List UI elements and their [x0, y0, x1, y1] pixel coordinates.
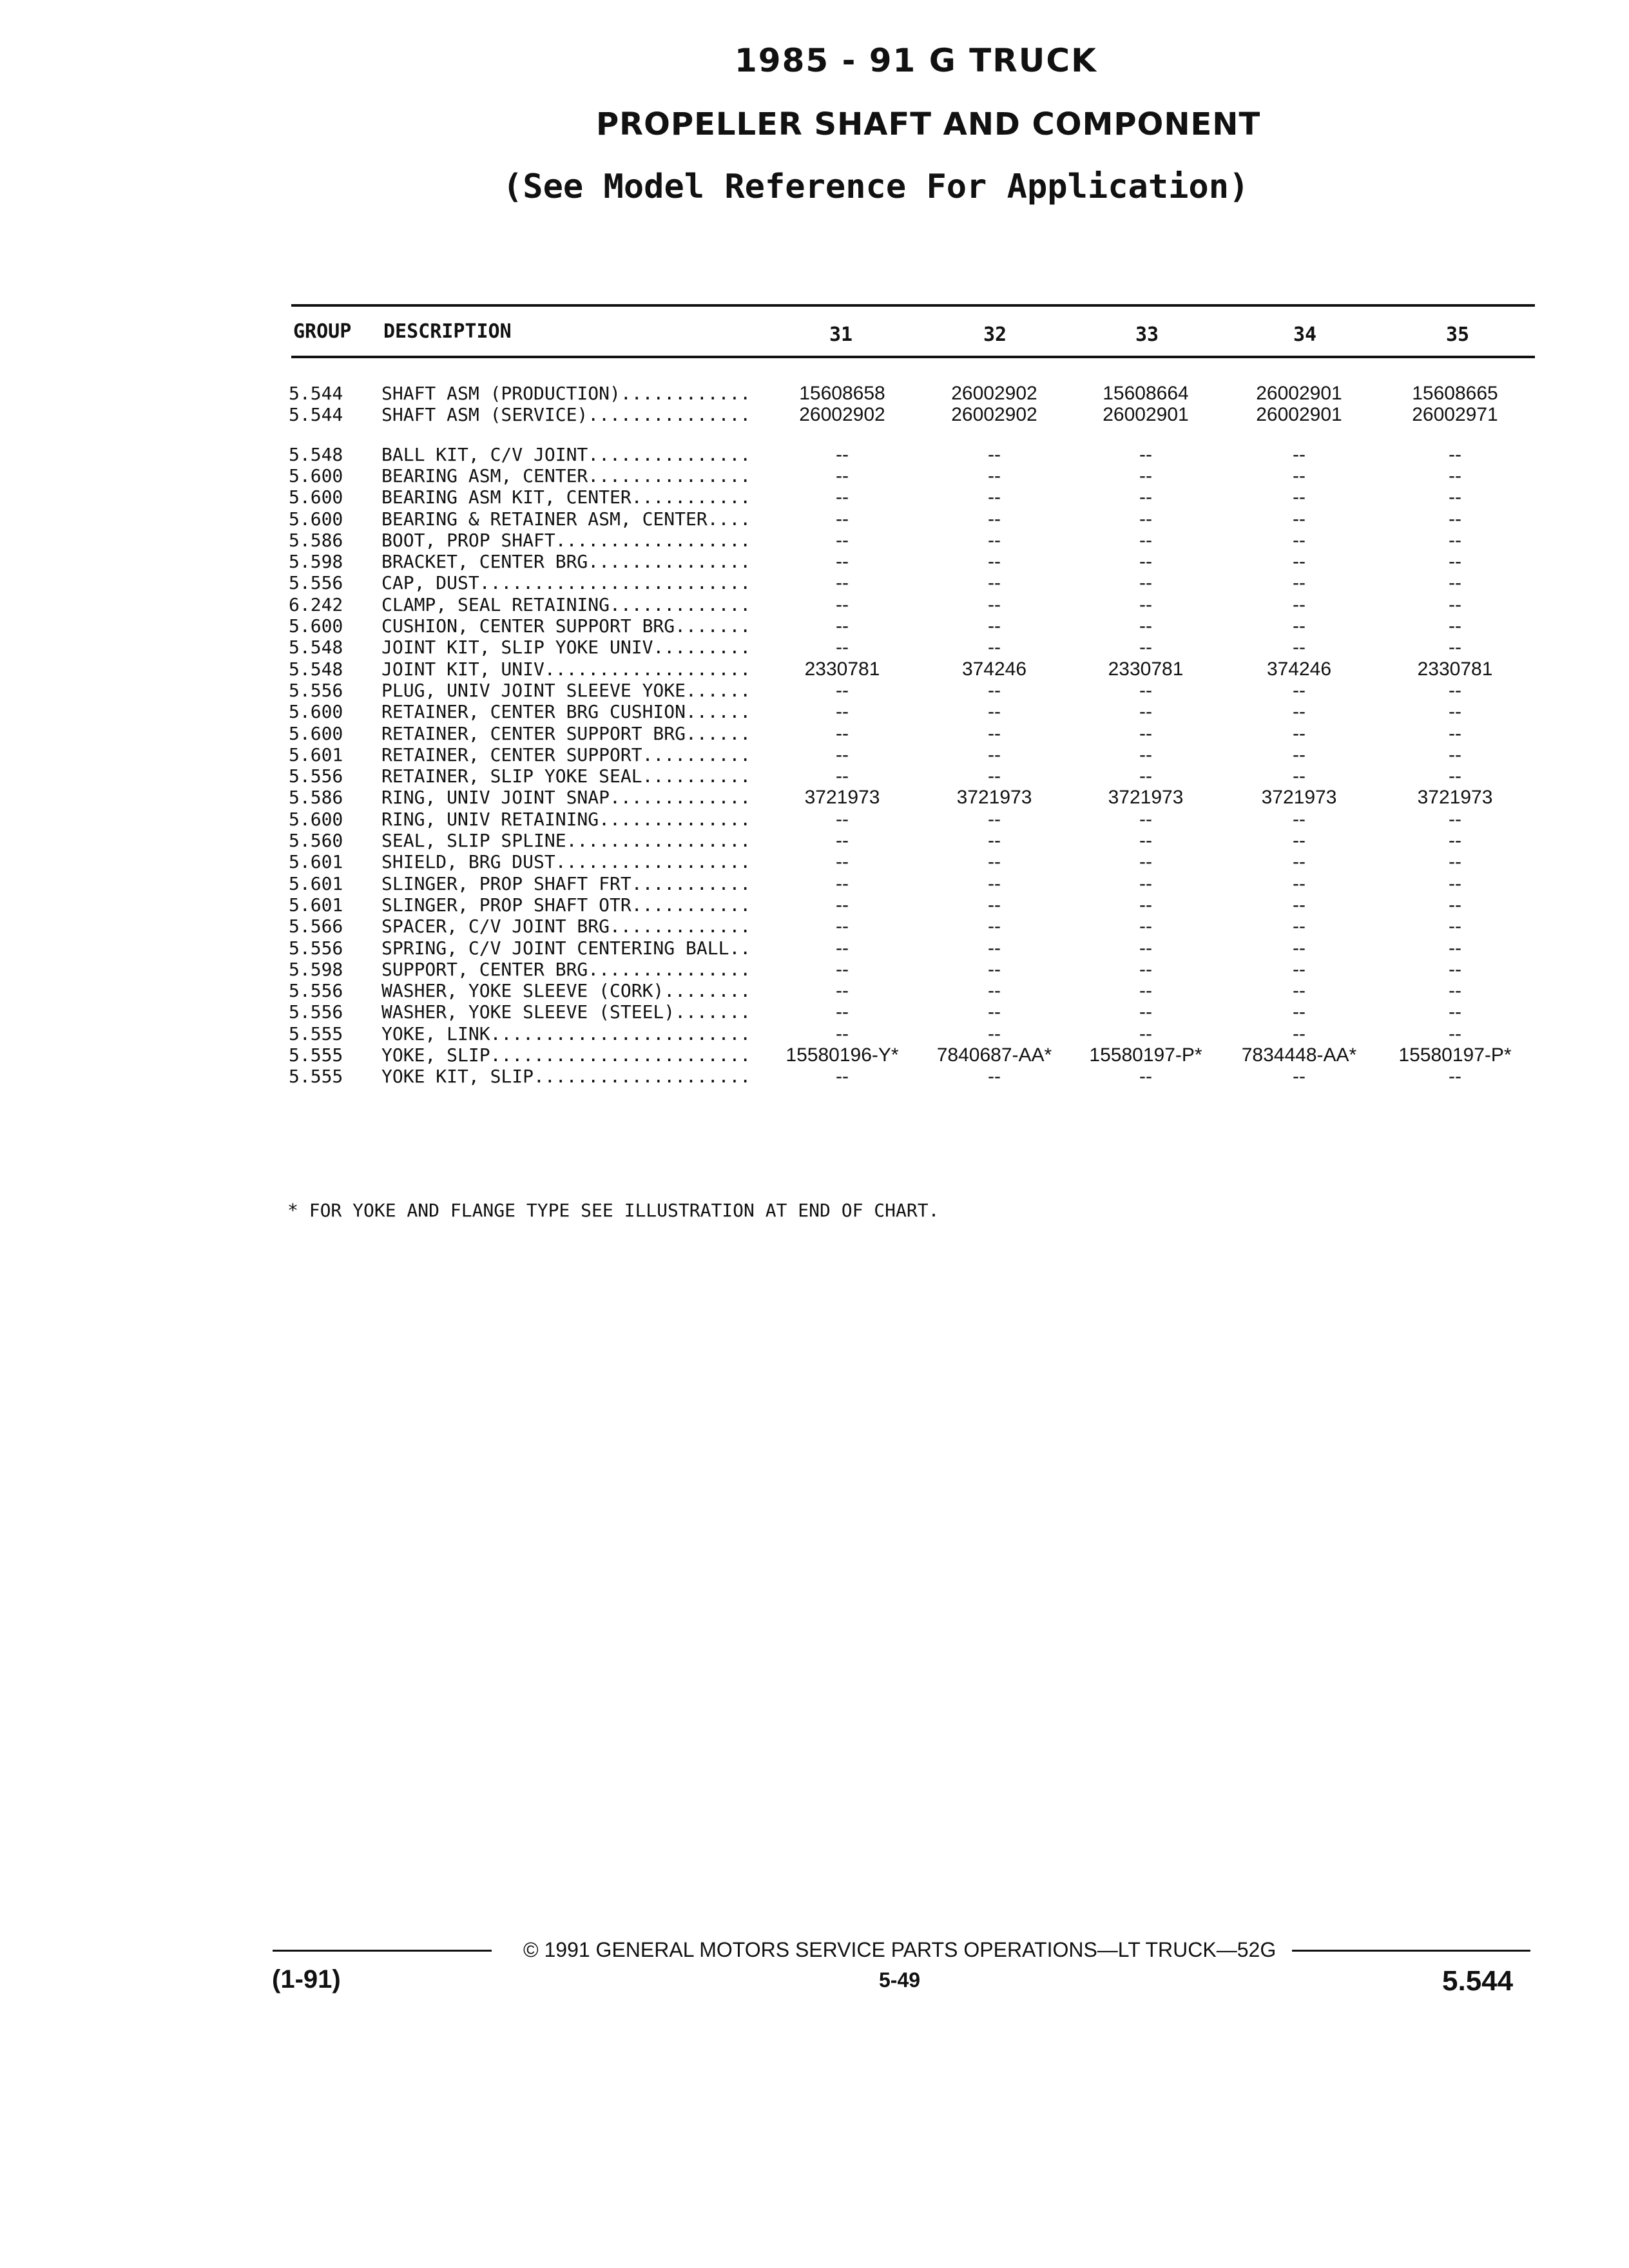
- part-number-cell: --: [1139, 551, 1152, 573]
- part-number-cell: --: [1449, 937, 1461, 959]
- part-number-cell: --: [836, 572, 849, 594]
- table-row: [0, 787, 1629, 809]
- part-number-cell: --: [988, 722, 1001, 744]
- part-number-cell: 3721973: [804, 787, 880, 809]
- part-number-cell: --: [836, 1066, 849, 1088]
- part-number-cell: --: [988, 443, 1001, 465]
- group-cell: 5.600: [289, 615, 343, 637]
- part-number-cell: --: [988, 1023, 1001, 1044]
- part-number-cell: --: [988, 916, 1001, 937]
- part-number-cell: --: [1449, 894, 1461, 916]
- table-row: [0, 615, 1629, 637]
- description-cell: CLAMP, SEAL RETAINING.............: [381, 593, 751, 615]
- group-cell: 5.600: [289, 722, 343, 744]
- part-number-cell: --: [1449, 701, 1461, 723]
- part-number-cell: --: [836, 593, 849, 615]
- part-number-cell: 3721973: [956, 787, 1032, 809]
- part-number-cell: 26002971: [1412, 404, 1498, 426]
- part-number-cell: 26002901: [1256, 404, 1342, 426]
- description-cell: SHAFT ASM (PRODUCTION)............: [381, 383, 751, 404]
- part-number-cell: --: [1293, 851, 1306, 873]
- part-number-cell: --: [836, 894, 849, 916]
- part-number-cell: --: [836, 851, 849, 873]
- part-number-cell: --: [836, 765, 849, 787]
- part-number-cell: --: [836, 465, 849, 486]
- part-number-cell: --: [836, 443, 849, 465]
- description-cell: RETAINER, CENTER BRG CUSHION......: [381, 701, 751, 723]
- part-number-cell: --: [1449, 916, 1461, 937]
- description-cell: BALL KIT, C/V JOINT...............: [381, 443, 751, 465]
- table-row: [0, 383, 1629, 405]
- part-number-cell: --: [1139, 722, 1152, 744]
- group-cell: 5.544: [289, 404, 343, 426]
- description-cell: SEAL, SLIP SPLINE.................: [381, 830, 751, 851]
- table-row: [0, 701, 1629, 723]
- table-row: [0, 486, 1629, 508]
- part-number-cell: --: [1449, 872, 1461, 894]
- part-number-cell: 15608664: [1103, 383, 1189, 404]
- description-cell: SHIELD, BRG DUST..................: [381, 851, 751, 873]
- part-number-cell: --: [1139, 1066, 1152, 1088]
- description-cell: SUPPORT, CENTER BRG...............: [381, 958, 751, 980]
- part-number-cell: --: [836, 872, 849, 894]
- group-cell: 5.600: [289, 808, 343, 830]
- part-number-cell: --: [836, 958, 849, 980]
- part-number-cell: --: [1293, 572, 1306, 594]
- part-number-cell: --: [1293, 508, 1306, 530]
- part-number-cell: --: [1139, 894, 1152, 916]
- group-cell: 5.556: [289, 980, 343, 1002]
- part-number-cell: --: [836, 744, 849, 765]
- description-cell: SLINGER, PROP SHAFT FRT...........: [381, 872, 751, 894]
- section-number: 5.544: [1442, 1965, 1514, 1997]
- footnote: * FOR YOKE AND FLANGE TYPE SEE ILLUSTRATION AT END OF CHART.: [287, 1200, 940, 1221]
- column-header-model: 34: [1293, 323, 1317, 346]
- part-number-cell: --: [1449, 508, 1461, 530]
- part-number-cell: --: [836, 637, 849, 658]
- part-number-cell: --: [1293, 637, 1306, 658]
- group-cell: 5.556: [289, 1001, 343, 1023]
- group-cell: 5.600: [289, 465, 343, 486]
- part-number-cell: --: [988, 572, 1001, 594]
- part-number-cell: --: [1449, 615, 1461, 637]
- group-cell: 5.601: [289, 744, 343, 765]
- description-cell: BEARING & RETAINER ASM, CENTER....: [381, 508, 751, 530]
- part-number-cell: --: [1449, 722, 1461, 744]
- part-number-cell: --: [1449, 551, 1461, 573]
- group-cell: 5.601: [289, 894, 343, 916]
- part-number-cell: --: [1293, 1066, 1306, 1088]
- part-number-cell: --: [1139, 465, 1152, 486]
- table-row: [0, 873, 1629, 895]
- column-header-model: 33: [1135, 323, 1159, 346]
- part-number-cell: 26002901: [1103, 404, 1189, 426]
- part-number-cell: --: [1293, 765, 1306, 787]
- footer-rule-right: [1292, 1950, 1530, 1952]
- description-cell: SHAFT ASM (SERVICE)...............: [381, 404, 751, 426]
- description-cell: JOINT KIT, UNIV...................: [381, 658, 751, 680]
- part-number-cell: --: [988, 744, 1001, 765]
- part-number-cell: --: [1293, 465, 1306, 486]
- description-cell: SLINGER, PROP SHAFT OTR...........: [381, 894, 751, 916]
- part-number-cell: --: [1293, 486, 1306, 508]
- part-number-cell: 3721973: [1108, 787, 1184, 809]
- table-row: [0, 658, 1629, 680]
- description-cell: CUSHION, CENTER SUPPORT BRG.......: [381, 615, 751, 637]
- part-number-cell: --: [836, 529, 849, 551]
- part-number-cell: --: [1449, 443, 1461, 465]
- page-number: 5-49: [879, 1968, 921, 1992]
- part-number-cell: --: [1139, 872, 1152, 894]
- table-row: [0, 404, 1629, 426]
- part-number-cell: --: [988, 551, 1001, 573]
- part-number-cell: --: [988, 851, 1001, 873]
- table-row: [0, 572, 1629, 594]
- part-number-cell: --: [988, 679, 1001, 701]
- part-number-cell: 7834448-AA*: [1241, 1044, 1357, 1066]
- part-number-cell: --: [1139, 765, 1152, 787]
- part-number-cell: --: [1139, 443, 1152, 465]
- description-cell: WASHER, YOKE SLEEVE (STEEL).......: [381, 1001, 751, 1023]
- table-row: [0, 851, 1629, 873]
- part-number-cell: --: [988, 1001, 1001, 1023]
- group-cell: 5.556: [289, 765, 343, 787]
- description-cell: PLUG, UNIV JOINT SLEEVE YOKE......: [381, 679, 751, 701]
- part-number-cell: --: [1449, 1001, 1461, 1023]
- part-number-cell: --: [1139, 572, 1152, 594]
- group-cell: 5.548: [289, 658, 343, 680]
- copyright-line: © 1991 GENERAL MOTORS SERVICE PARTS OPERATIONS—LT TRUCK—52G: [523, 1938, 1277, 1961]
- page-subtitle: PROPELLER SHAFT AND COMPONENT: [596, 106, 1261, 142]
- group-cell: 5.600: [289, 701, 343, 723]
- column-header-model: 31: [829, 323, 853, 346]
- column-header-description: DESCRIPTION: [383, 320, 512, 343]
- part-number-cell: --: [1449, 637, 1461, 658]
- table-row: [0, 680, 1629, 702]
- table-row: [0, 959, 1629, 981]
- description-cell: SPACER, C/V JOINT BRG.............: [381, 916, 751, 937]
- part-number-cell: --: [1449, 1066, 1461, 1088]
- part-number-cell: --: [836, 701, 849, 723]
- part-number-cell: --: [1293, 894, 1306, 916]
- group-cell: 5.598: [289, 551, 343, 573]
- part-number-cell: --: [1293, 808, 1306, 830]
- group-cell: 5.555: [289, 1066, 343, 1088]
- part-number-cell: --: [836, 615, 849, 637]
- table-row: [0, 894, 1629, 916]
- part-number-cell: 2330781: [804, 658, 880, 680]
- part-number-cell: --: [1293, 593, 1306, 615]
- part-number-cell: --: [1293, 615, 1306, 637]
- part-number-cell: --: [836, 551, 849, 573]
- part-number-cell: --: [988, 701, 1001, 723]
- part-number-cell: --: [1293, 830, 1306, 851]
- group-cell: 5.600: [289, 486, 343, 508]
- part-number-cell: --: [1139, 916, 1152, 937]
- part-number-cell: --: [1449, 958, 1461, 980]
- part-number-cell: --: [988, 894, 1001, 916]
- part-number-cell: --: [1293, 443, 1306, 465]
- part-number-cell: --: [1293, 529, 1306, 551]
- part-number-cell: --: [1293, 1023, 1306, 1044]
- description-cell: YOKE KIT, SLIP....................: [381, 1066, 751, 1088]
- table-row: [0, 744, 1629, 766]
- part-number-cell: --: [988, 615, 1001, 637]
- part-number-cell: 15580196-Y*: [786, 1044, 899, 1066]
- description-cell: RETAINER, CENTER SUPPORT..........: [381, 744, 751, 765]
- table-row: [0, 980, 1629, 1002]
- part-number-cell: --: [988, 508, 1001, 530]
- part-number-cell: --: [1293, 744, 1306, 765]
- part-number-cell: --: [836, 1023, 849, 1044]
- group-cell: 5.586: [289, 787, 343, 809]
- part-number-cell: --: [988, 872, 1001, 894]
- part-number-cell: 15580197-P*: [1398, 1044, 1512, 1066]
- part-number-cell: 3721973: [1261, 787, 1337, 809]
- description-cell: RING, UNIV JOINT SNAP.............: [381, 787, 751, 809]
- part-number-cell: --: [1449, 465, 1461, 486]
- part-number-cell: --: [1449, 486, 1461, 508]
- part-number-cell: --: [836, 830, 849, 851]
- group-cell: 5.548: [289, 637, 343, 658]
- part-number-cell: --: [836, 722, 849, 744]
- group-cell: 5.586: [289, 529, 343, 551]
- group-cell: 5.556: [289, 937, 343, 959]
- group-cell: 5.560: [289, 830, 343, 851]
- table-row: [0, 1023, 1629, 1045]
- part-number-cell: --: [1293, 937, 1306, 959]
- part-number-cell: --: [988, 637, 1001, 658]
- group-cell: 5.555: [289, 1044, 343, 1066]
- part-number-cell: --: [1449, 1023, 1461, 1044]
- part-number-cell: --: [836, 508, 849, 530]
- description-cell: JOINT KIT, SLIP YOKE UNIV.........: [381, 637, 751, 658]
- table-row: [0, 508, 1629, 530]
- part-number-cell: --: [988, 529, 1001, 551]
- part-number-cell: --: [1139, 980, 1152, 1002]
- part-number-cell: --: [1449, 830, 1461, 851]
- part-number-cell: --: [1139, 937, 1152, 959]
- part-number-cell: --: [1449, 572, 1461, 594]
- part-number-cell: 26002902: [951, 404, 1037, 426]
- part-number-cell: --: [1139, 679, 1152, 701]
- table-row: [0, 809, 1629, 831]
- description-cell: BRACKET, CENTER BRG...............: [381, 551, 751, 573]
- group-cell: 5.555: [289, 1023, 343, 1044]
- part-number-cell: --: [1139, 593, 1152, 615]
- table-row: [0, 937, 1629, 959]
- group-cell: 5.566: [289, 916, 343, 937]
- revision-code: (1-91): [272, 1965, 341, 1994]
- description-cell: RETAINER, SLIP YOKE SEAL..........: [381, 765, 751, 787]
- part-number-cell: --: [1139, 486, 1152, 508]
- part-number-cell: --: [836, 980, 849, 1002]
- part-number-cell: 374246: [1266, 658, 1332, 680]
- part-number-cell: --: [1449, 679, 1461, 701]
- part-number-cell: 3721973: [1417, 787, 1493, 809]
- table-row: [0, 1044, 1629, 1066]
- table-row: [0, 444, 1629, 466]
- part-number-cell: --: [1293, 958, 1306, 980]
- part-number-cell: --: [1449, 593, 1461, 615]
- part-number-cell: --: [988, 830, 1001, 851]
- part-number-cell: 26002902: [951, 383, 1037, 404]
- part-number-cell: --: [1293, 679, 1306, 701]
- part-number-cell: --: [1139, 637, 1152, 658]
- part-number-cell: 2330781: [1108, 658, 1184, 680]
- part-number-cell: --: [836, 916, 849, 937]
- part-number-cell: --: [1293, 1001, 1306, 1023]
- column-header-group: GROUP: [293, 320, 352, 343]
- column-header-model: 32: [983, 323, 1007, 346]
- part-number-cell: --: [836, 486, 849, 508]
- column-header-model: 35: [1445, 323, 1470, 346]
- part-number-cell: --: [1449, 744, 1461, 765]
- table-row: [0, 530, 1629, 552]
- part-number-cell: --: [988, 958, 1001, 980]
- description-cell: YOKE, LINK........................: [381, 1023, 751, 1044]
- description-cell: BOOT, PROP SHAFT..................: [381, 529, 751, 551]
- description-cell: BEARING ASM, CENTER...............: [381, 465, 751, 486]
- part-number-cell: --: [836, 808, 849, 830]
- table-row: [0, 637, 1629, 658]
- description-cell: RING, UNIV RETAINING..............: [381, 808, 751, 830]
- table-row: [0, 830, 1629, 852]
- part-number-cell: --: [1139, 701, 1152, 723]
- table-row: [0, 594, 1629, 616]
- part-number-cell: --: [1139, 529, 1152, 551]
- part-number-cell: --: [836, 937, 849, 959]
- table-row: [0, 1001, 1629, 1023]
- description-cell: CAP, DUST.........................: [381, 572, 751, 594]
- part-number-cell: --: [988, 1066, 1001, 1088]
- part-number-cell: --: [1293, 916, 1306, 937]
- description-cell: YOKE, SLIP........................: [381, 1044, 751, 1066]
- page-title: 1985 - 91 G TRUCK: [735, 42, 1097, 79]
- group-cell: 5.544: [289, 383, 343, 404]
- part-number-cell: --: [988, 980, 1001, 1002]
- table-row: [0, 916, 1629, 937]
- part-number-cell: --: [1139, 615, 1152, 637]
- part-number-cell: 374246: [961, 658, 1027, 680]
- part-number-cell: --: [1293, 701, 1306, 723]
- part-number-cell: --: [988, 465, 1001, 486]
- part-number-cell: --: [836, 1001, 849, 1023]
- group-cell: 5.601: [289, 872, 343, 894]
- description-cell: SPRING, C/V JOINT CENTERING BALL..: [381, 937, 751, 959]
- part-number-cell: --: [1139, 1023, 1152, 1044]
- part-number-cell: --: [1293, 980, 1306, 1002]
- description-cell: WASHER, YOKE SLEEVE (CORK)........: [381, 980, 751, 1002]
- group-cell: 5.598: [289, 958, 343, 980]
- part-number-cell: 26002901: [1256, 383, 1342, 404]
- group-cell: 5.548: [289, 443, 343, 465]
- part-number-cell: --: [1449, 808, 1461, 830]
- part-number-cell: 2330781: [1417, 658, 1493, 680]
- application-note: (See Model Reference For Application): [503, 168, 1249, 206]
- table-row: [0, 765, 1629, 787]
- description-cell: RETAINER, CENTER SUPPORT BRG......: [381, 722, 751, 744]
- part-number-cell: --: [1139, 808, 1152, 830]
- group-cell: 5.556: [289, 572, 343, 594]
- group-cell: 5.601: [289, 851, 343, 873]
- part-number-cell: 15608658: [799, 383, 885, 404]
- part-number-cell: 15608665: [1412, 383, 1498, 404]
- part-number-cell: --: [1449, 765, 1461, 787]
- part-number-cell: --: [988, 486, 1001, 508]
- part-number-cell: --: [1293, 551, 1306, 573]
- part-number-cell: 15580197-P*: [1089, 1044, 1202, 1066]
- part-number-cell: 26002902: [799, 404, 885, 426]
- group-cell: 6.242: [289, 593, 343, 615]
- part-number-cell: --: [1293, 872, 1306, 894]
- part-number-cell: --: [988, 765, 1001, 787]
- part-number-cell: --: [1139, 830, 1152, 851]
- part-number-cell: --: [1139, 851, 1152, 873]
- part-number-cell: --: [988, 808, 1001, 830]
- part-number-cell: 7840687-AA*: [936, 1044, 1052, 1066]
- description-cell: BEARING ASM KIT, CENTER...........: [381, 486, 751, 508]
- table-row: [0, 723, 1629, 745]
- group-cell: 5.556: [289, 679, 343, 701]
- part-number-cell: --: [1449, 980, 1461, 1002]
- part-number-cell: --: [1293, 722, 1306, 744]
- part-number-cell: --: [1139, 1001, 1152, 1023]
- table-row: [0, 551, 1629, 573]
- part-number-cell: --: [1449, 529, 1461, 551]
- part-number-cell: --: [988, 937, 1001, 959]
- table-row: [0, 465, 1629, 487]
- part-number-cell: --: [988, 593, 1001, 615]
- part-number-cell: --: [1139, 744, 1152, 765]
- footer-rule-left: [273, 1950, 492, 1952]
- group-cell: 5.600: [289, 508, 343, 530]
- part-number-cell: --: [1449, 851, 1461, 873]
- part-number-cell: --: [1139, 958, 1152, 980]
- part-number-cell: --: [836, 679, 849, 701]
- part-number-cell: --: [1139, 508, 1152, 530]
- table-row: [0, 1066, 1629, 1088]
